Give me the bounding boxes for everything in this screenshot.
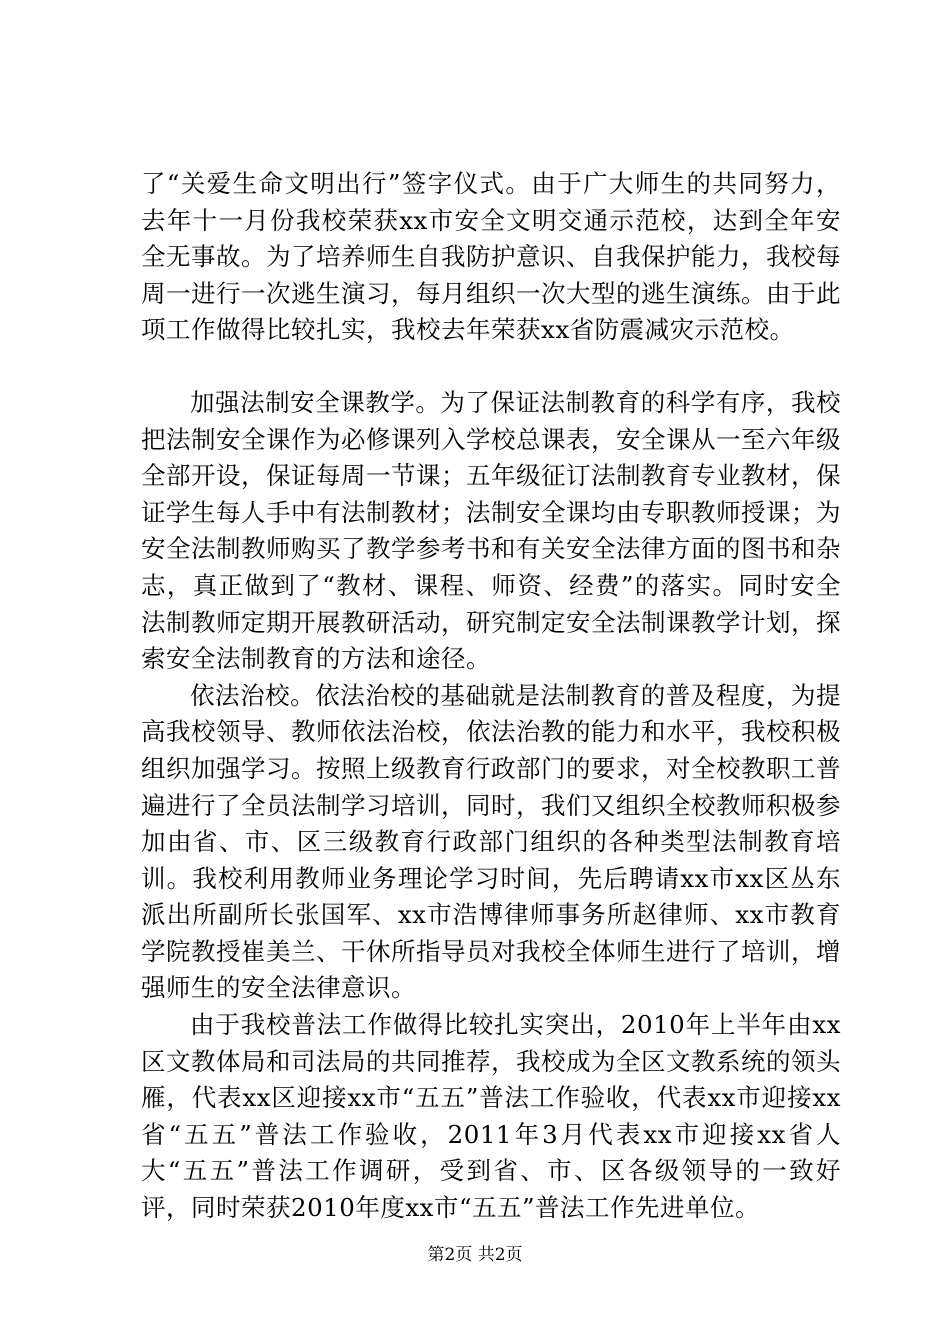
paragraph-achievements: 由于我校普法工作做得比较扎实突出，2010年上半年由xx区文教体局和司法局的共同推荐，我校成为全区文教系统的领头雁，代表xx区迎接xx市“五五”普法工作验收，代表xx市迎接xx省“五五”普法工作验收，2011年3月代表xx市迎接xx省人大“五五”普法工作调研，受到省、市、区各级领导的一致好评，同时荣获2010年度xx市“五五”普法工作先进单位。 xyxy=(141,1010,841,1223)
paragraph-legal-safety-teaching: 加强法制安全课教学。为了保证法制教育的科学有序，我校把法制安全课作为必修课列入学校总课表，安全课从一至六年级全部开设，保证每周一节课；五年级征订法制教育专业教材，保证学生每人手中有法制教材；法制安全课均由专职教师授课；为安全法制教师购买了教学参考书和有关安全法律方面的图书和杂志，真正做到了“教材、课程、师资、经费”的落实。同时安全法制教师定期开展教研活动，研究制定安全法制课教学计划，探索安全法制教育的方法和途径。 xyxy=(141,387,841,674)
paragraph-rule-of-law: 依法治校。依法治校的基础就是法制教育的普及程度，为提高我校领导、教师依法治校，依法治教的能力和水平，我校积极组织加强学习。按照上级教育行政部门的要求，对全校教职工普遍进行了全员法制学习培训，同时，我们又组织全校教师积极参加由省、市、区三级教育行政部门组织的各种类型法制教育培训。我校利用教师业务理论学习时间，先后聘请xx市xx区丛东派出所副所长张国军、xx市浩博律师事务所赵律师、xx市教育学院教授崔美兰、干休所指导员对我校全体师生进行了培训，增强师生的安全法律意识。 xyxy=(141,680,841,1003)
page-number-label: 第2页 共2页 xyxy=(427,1245,523,1265)
paragraph-continuation: 了“关爱生命文明出行”签字仪式。由于广大师生的共同努力，去年十一月份我校荣获xx市安全文明交通示范校，达到全年安全无事故。为了培养师生自我防护意识、自我保护能力，我校每周一进行一次逃生演习，每月组织一次大型的逃生演练。由于此项工作做得比较扎实，我校去年荣获xx省防震减灾示范校。 xyxy=(141,169,841,345)
page-footer xyxy=(0,1245,950,1265)
document-body xyxy=(141,166,841,1227)
